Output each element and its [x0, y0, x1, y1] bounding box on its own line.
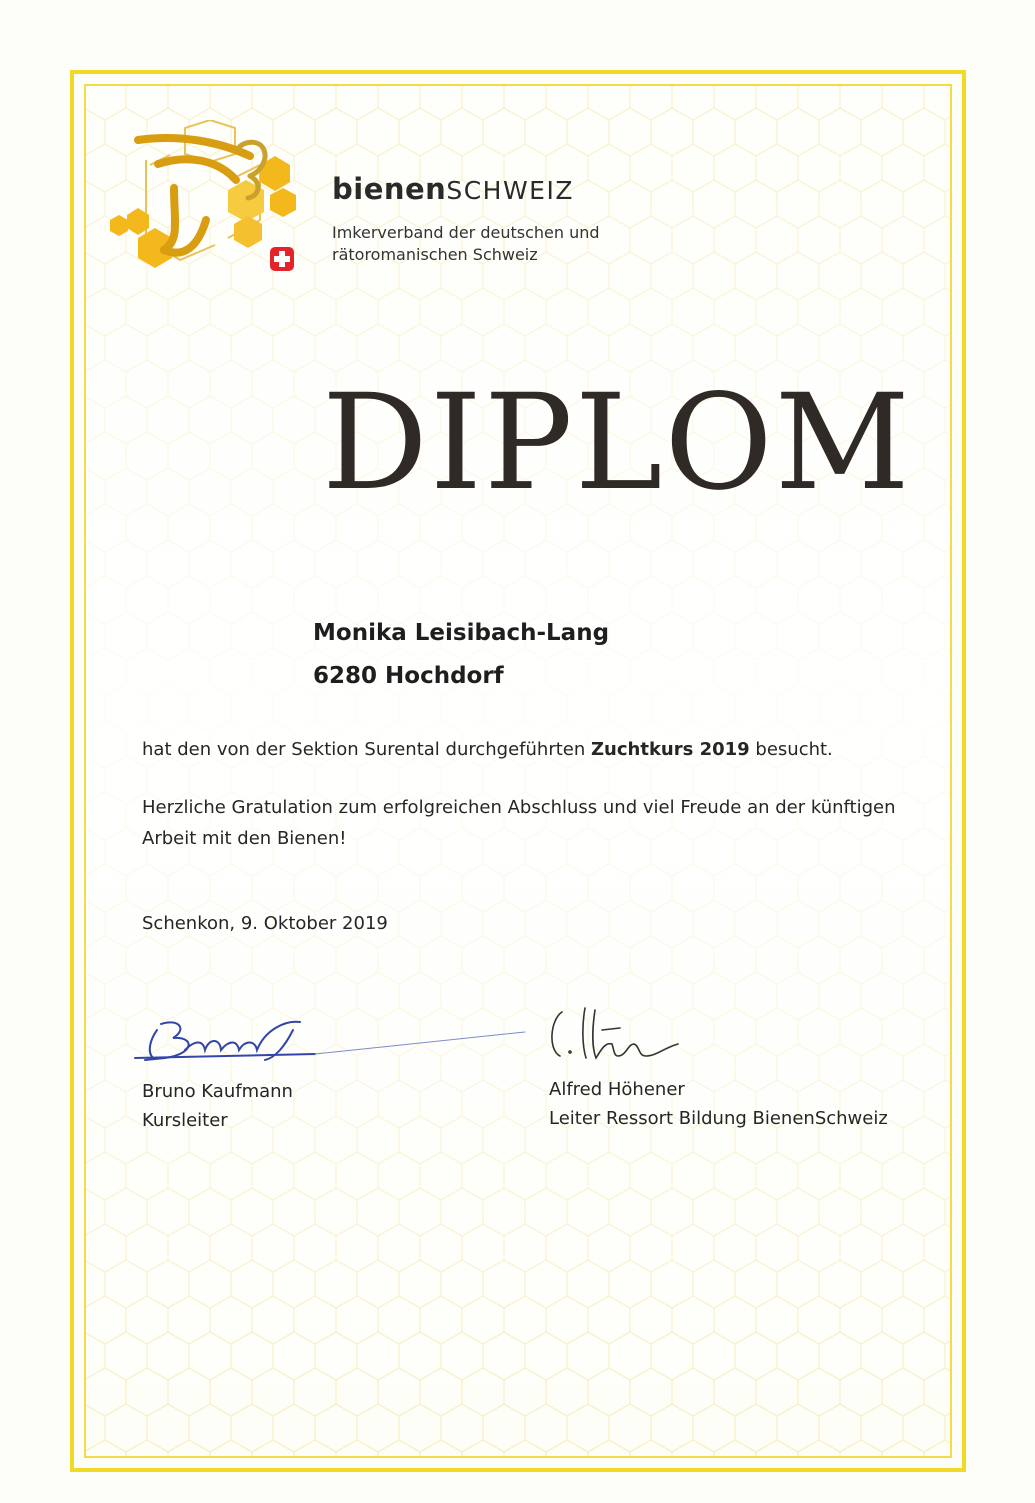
course-name: Zuchtkurs 2019 [590, 739, 750, 760]
congratulation-text: Herzliche Gratulation zum erfolgreichen Abschluss und viel Freude an der künftigen Arbeit mit den Bienen! [142, 797, 896, 849]
recipient-block [313, 612, 609, 698]
diploma-title: DIPLOM [322, 366, 912, 520]
recipient-name: Monika Leisibach-Lang [313, 620, 610, 646]
signature-right [540, 1000, 690, 1070]
brand-name-bold: bienen [332, 172, 447, 206]
course-statement [142, 734, 902, 765]
bee-honeycomb-logo-icon [110, 120, 320, 280]
signatory-role: Kursleiter [142, 1110, 228, 1131]
signatory-name: Alfred Höhener [549, 1079, 685, 1100]
tagline-line-2: rätoromanischen Schweiz [332, 245, 538, 264]
signatory-role: Leiter Ressort Bildung BienenSchweiz [549, 1108, 888, 1129]
signatory-left [142, 1077, 293, 1135]
brand-name-light: SCHWEIZ [446, 176, 574, 205]
course-statement-post: besucht. [749, 739, 833, 760]
place-date: Schenkon, 9. Oktober 2019 [142, 913, 388, 934]
signatory-name: Bruno Kaufmann [142, 1081, 293, 1102]
course-statement-pre: hat den von der Sektion Surental durchgeführten [142, 739, 591, 760]
brand-wordmark [332, 172, 574, 206]
inner-border [84, 84, 952, 1458]
tagline-line-1: Imkerverband der deutschen und [332, 223, 600, 242]
signatory-right [549, 1075, 888, 1133]
recipient-place: 6280 Hochdorf [313, 663, 504, 689]
signature-left [125, 1010, 545, 1070]
brand-tagline [332, 222, 662, 266]
